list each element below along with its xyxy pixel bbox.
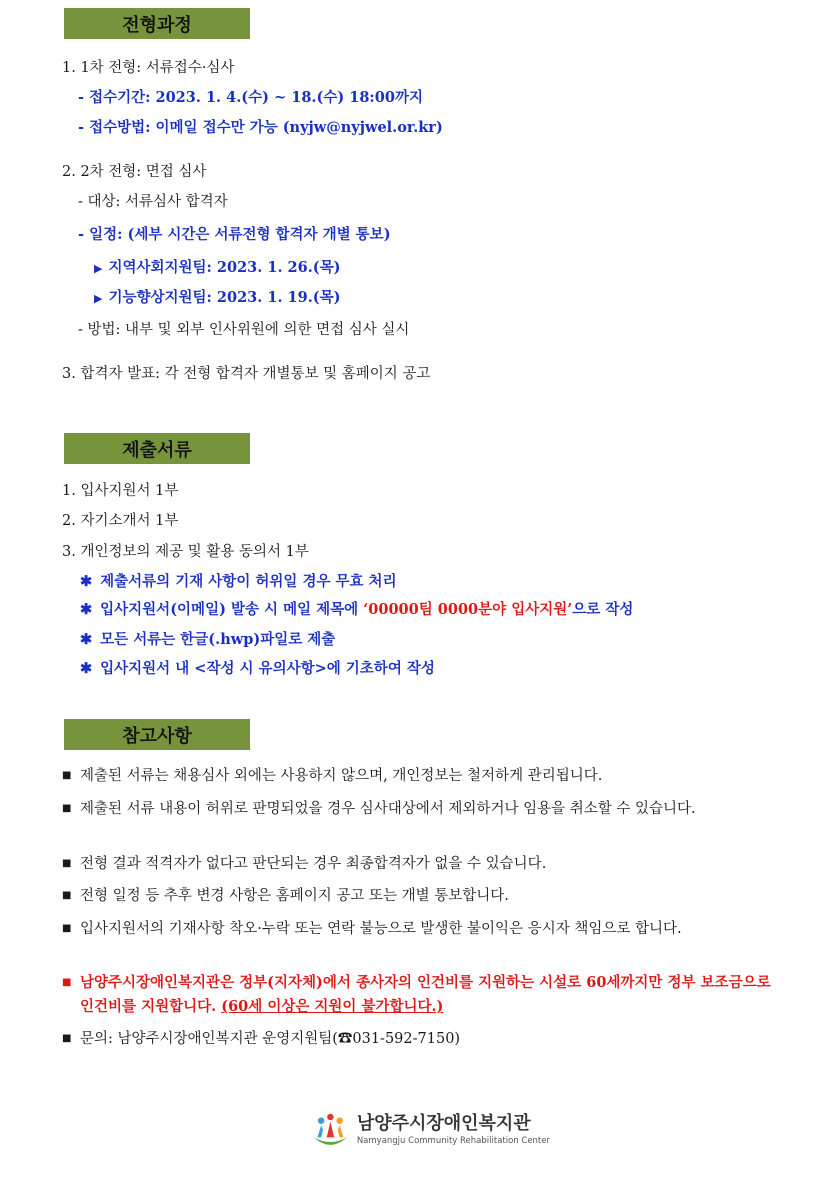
process-item-2: 2. 2차 전형: 면접 심사 — [62, 164, 207, 180]
interview-method: - 방법: 내부 및 외부 인사위원에 의한 면접 심사 실시 — [78, 322, 410, 338]
note-item-contact: ■ 문의: 남양주시장애인복지관 운영지원팀(☎031-592-7150) — [62, 1027, 782, 1051]
document-item-2: 2. 자기소개서 1부 — [62, 513, 179, 529]
note-item-3: ■ 전형 결과 적격자가 없다고 판단되는 경우 최종합격자가 없을 수 있습니다. — [62, 852, 782, 876]
schedule-function-team: ▶ 기능향상지원팀: 2023. 1. 19.(목) — [94, 289, 341, 306]
square-bullet-icon: ■ — [62, 890, 72, 901]
process-item-1: 1. 1차 전형: 서류접수·심사 — [62, 60, 235, 76]
interview-target: - 대상: 서류심사 합격자 — [78, 194, 228, 210]
process-item-3: 3. 합격자 발표: 각 전형 합격자 개별통보 및 홈페이지 공고 — [62, 366, 431, 382]
document-item-1: 1. 입사지원서 1부 — [62, 483, 179, 499]
document-item-3: 3. 개인정보의 제공 및 활용 동의서 1부 — [62, 544, 309, 560]
application-method: - 접수방법: 이메일 접수만 가능 (nyjw@nyjwel.or.kr) — [78, 119, 443, 136]
square-bullet-icon: ■ — [62, 1033, 72, 1044]
section-header-notes: 참고사항 — [64, 719, 250, 750]
triangle-bullet-icon: ▶ — [94, 262, 103, 275]
document-note-3: ✱ 모든 서류는 한글(.hwp)파일로 제출 — [80, 631, 336, 648]
logo-name-en: Namyangju Community Rehabilitation Center — [356, 1136, 550, 1146]
logo-mark-icon — [310, 1108, 351, 1152]
asterisk-icon: ✱ — [80, 601, 93, 618]
square-bullet-icon: ■ — [62, 923, 72, 934]
square-bullet-icon: ■ — [62, 803, 72, 814]
note-item-5: ■ 입사지원서의 기재사항 착오·누락 또는 연락 불능으로 발생한 불이익은 응시자 책임으로 합니다. — [62, 917, 782, 941]
schedule-community-team: ▶ 지역사회지원팀: 2023. 1. 26.(목) — [94, 259, 341, 276]
document-note-2: ✱ 입사지원서(이메일) 발송 시 메일 제목에 ‘00000팀 0000분야 입사지원’으로 작성 — [80, 601, 634, 618]
asterisk-icon: ✱ — [80, 573, 93, 590]
interview-schedule: - 일정: (세부 시간은 서류전형 합격자 개별 통보) — [78, 226, 391, 243]
section-header-documents: 제출서류 — [64, 433, 250, 464]
note-item-2: ■ 제출된 서류 내용이 허위로 판명되었을 경우 심사대상에서 제외하거나 임용을 취소할 수 있습니다. — [62, 797, 782, 821]
asterisk-icon: ✱ — [80, 631, 93, 648]
note-item-4: ■ 전형 일정 등 추후 변경 사항은 홈페이지 공고 또는 개별 통보합니다. — [62, 884, 782, 908]
asterisk-icon: ✱ — [80, 660, 93, 677]
document-note-4: ✱ 입사지원서 내 <작성 시 유의사항>에 기초하여 작성 — [80, 660, 435, 677]
organization-logo — [310, 1108, 550, 1152]
square-bullet-icon: ■ — [62, 977, 72, 988]
application-period: - 접수기간: 2023. 1. 4.(수) ~ 18.(수) 18:00까지 — [78, 89, 423, 106]
section-header-process: 전형과정 — [64, 8, 250, 39]
triangle-bullet-icon: ▶ — [94, 292, 103, 305]
square-bullet-icon: ■ — [62, 770, 72, 781]
note-item-1: ■ 제출된 서류는 채용심사 외에는 사용하지 않으며, 개인정보는 철저하게 관리됩니다. — [62, 764, 782, 788]
logo-name-ko: 남양주시장애인복지관 — [356, 1113, 531, 1134]
square-bullet-icon: ■ — [62, 858, 72, 869]
note-item-6: ■ 남양주시장애인복지관은 정부(지자체)에서 종사자의 인건비를 지원하는 시설로 60세까지만 정부 보조금으로 인건비를 지원합니다. (60세 이상은 지원이 불가합니다.) — [62, 971, 782, 1019]
document-note-1: ✱ 제출서류의 기재 사항이 허위일 경우 무효 처리 — [80, 573, 397, 590]
